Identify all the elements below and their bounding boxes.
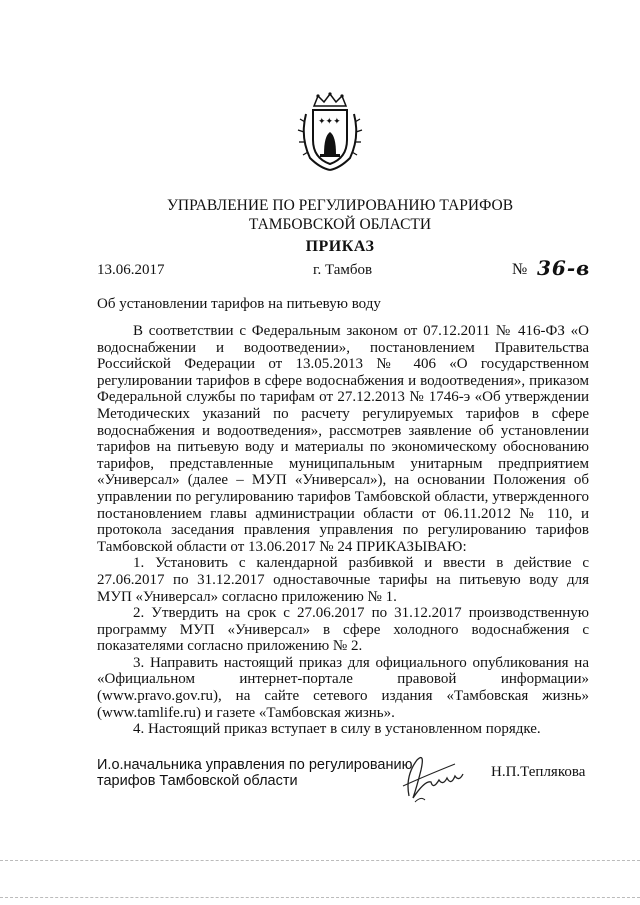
signature-icon [395,746,475,806]
document-number: 36-в [537,256,591,280]
order-item-4: 4. Настоящий приказ вступает в силу в установленном порядке. [133,721,541,738]
document-subject: Об установлении тарифов на питьевую воду [97,296,381,312]
preamble-paragraph: В соответствии с Федеральным законом от 07.12.2011 № 416-ФЗ «О водоснабжении и водоотведении», постановлением Правительства Российской Федерации от 13.05.2013 № 406 «О государственном регулировании тарифов в сфере водоснабжения и водоотведения», приказом Федеральной службы по тарифам от 27.12.2013 № 1746-э «Об утверждении Методических указаний по расчету регулируемых тарифов в сфере водоснабжения и водоотведения», рассмотрев заявление об установлении тарифов на питьевую воду и материалы по экономическому обоснованию тарифов, представленные муниципальным унитарным предприятием «Универсал» (далее – МУП «Универсал»), на основании Положения об управлении по регулированию тарифов Тамбовской области, утвержденного постановлением главы администрации области от 06.11.2012 № 110, и протокола заседания правления управления по регулированию тарифов Тамбовской области от 13.06.2017 № 24 ПРИКАЗЫВАЮ: [97,323,589,555]
document-date: 13.06.2017 [97,262,165,278]
org-line-1: УПРАВЛЕНИЕ ПО РЕГУЛИРОВАНИЮ ТАРИФОВ [166,197,514,214]
document-type: ПРИКАЗ [305,238,375,255]
org-line-2: ТАМБОВСКОЙ ОБЛАСТИ [248,216,432,233]
coat-of-arms-icon [296,92,364,172]
order-item-1: 1. Установить с календарной разбивкой и ввести в действие с 27.06.2017 по 31.12.2017 одноставочные тарифы на питьевую воду для МУП «Универсал» согласно приложению № 1. [97,555,589,605]
order-item-2: 2. Утвердить на срок с 27.06.2017 по 31.12.2017 производственную программу МУП «Универсал» в сфере холодного водоснабжения с показателями согласно приложению № 2. [97,605,589,655]
document-number-label: № [512,261,528,278]
document-city: г. Тамбов [313,262,373,278]
position-line-2: тарифов Тамбовской области [97,773,298,789]
order-item-3: 3. Направить настоящий приказ для официального опубликования на «Официальном интернет-портале правовой информации» (www.pravo.gov.ru), на сайте сетевого издания «Тамбовская жизнь» (www.tamlife.ru) и газете «Тамбовская жизнь». [97,654,589,721]
position-line-1: И.о.начальника управления по регулированию [97,757,413,773]
signatory-position [97,757,412,789]
signatory-name: Н.П.Теплякова [491,764,586,780]
document-body [97,323,589,738]
issuing-authority [100,196,580,234]
scan-edge-line [0,897,640,898]
scan-edge-line [0,860,640,861]
svg-text:✦✦✦: ✦✦✦ [318,117,341,127]
